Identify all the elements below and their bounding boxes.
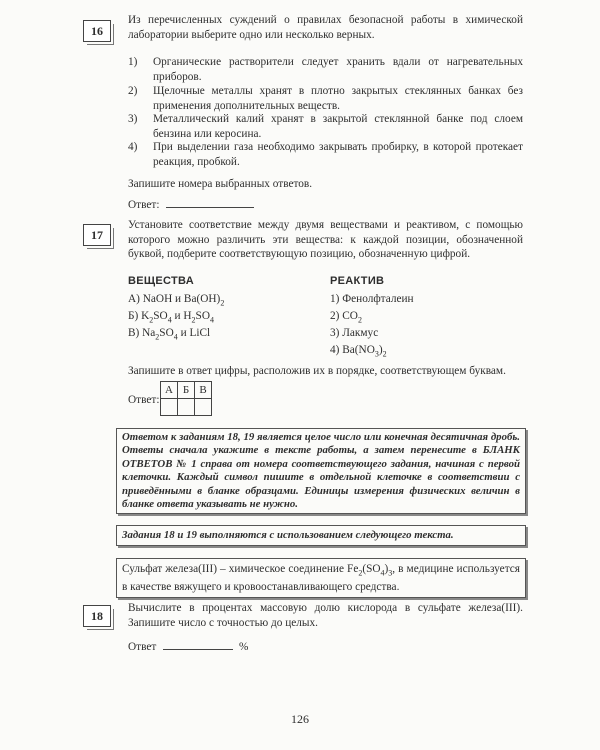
subscript: 4 xyxy=(210,315,214,325)
subscript: 2 xyxy=(191,315,196,325)
answer-line[interactable] xyxy=(166,196,254,208)
reagent-2 xyxy=(330,309,362,328)
option-text: Органические растворители следует хранить вдали от нагревательных приборов. xyxy=(153,56,523,83)
q18-prompt: Вычислите в процентах массовую долю кислорода в сульфате железа(III). Запишите число с точностью до целых. xyxy=(128,602,523,629)
option-text: Металлический калий хранят в закрытой стеклянной банке под слоем бензина или керосина. xyxy=(153,113,523,140)
reagent-text: 4) Ba(NO xyxy=(330,344,375,356)
passage-text: Сульфат железа(III) – химическое соединение Fe xyxy=(122,563,359,575)
q16-option-3 xyxy=(128,112,528,142)
answer-label: Ответ: xyxy=(128,199,160,211)
substance-text: SO xyxy=(153,310,168,322)
substance-text: В) Na xyxy=(128,327,156,339)
text-passage-box xyxy=(116,558,526,598)
subscript: 2 xyxy=(358,568,363,578)
substance-c xyxy=(128,326,210,345)
substance-text: А) NaOH и Ba(OH) xyxy=(128,293,221,305)
subscript: 4 xyxy=(380,568,385,578)
reagent-text: 2) CO xyxy=(330,310,358,322)
answer-header-a: А xyxy=(161,382,178,399)
passage-text: , в медицине используется в качестве вяжущего и кровоостанавливающего средства. xyxy=(122,563,520,594)
subscript: 3 xyxy=(388,568,393,578)
subscript: 2 xyxy=(357,315,362,325)
instruction-note-box xyxy=(116,428,526,514)
subscript: 2 xyxy=(220,298,225,308)
q17-instruction: Запишите в ответ цифры, расположив их в порядке, соответствующем буквам. xyxy=(128,365,506,377)
answer-cell-b[interactable] xyxy=(178,399,195,416)
passage-text: (SO xyxy=(362,563,381,575)
substance-text: и H xyxy=(171,310,192,322)
option-number: 3) xyxy=(128,113,138,125)
subscript: 4 xyxy=(173,332,178,342)
answer-header-c: В xyxy=(195,382,212,399)
q16-option-2 xyxy=(128,84,528,114)
reagent-heading: РЕАКТИВ xyxy=(330,275,385,287)
q18-answer-row xyxy=(128,638,248,655)
substance-a xyxy=(128,292,224,311)
substance-b xyxy=(128,309,214,328)
q16-prompt: Из перечисленных суждений о правилах безопасной работы в химической лаборатории выберите одно или несколько верных. xyxy=(128,14,523,41)
option-number: 1) xyxy=(128,56,138,68)
answer-cell-a[interactable] xyxy=(161,399,178,416)
subscript: 3 xyxy=(374,349,379,359)
subscript: 4 xyxy=(167,315,172,325)
percent-unit: % xyxy=(238,641,249,653)
option-number: 4) xyxy=(128,141,138,153)
option-text: Щелочные металлы хранят в плотно закрытых стеклянных банках без применения дополнительных веществ. xyxy=(153,85,523,112)
reagent-3 xyxy=(330,326,378,341)
reagent-text: 1) Фенолфталеин xyxy=(330,293,414,305)
q16-instruction: Запишите номера выбранных ответов. xyxy=(128,178,313,190)
subscript: 2 xyxy=(155,332,160,342)
reagent-1 xyxy=(330,292,414,307)
substances-heading: ВЕЩЕСТВА xyxy=(128,275,194,287)
reagent-text: 3) Лакмус xyxy=(330,327,379,339)
substance-text: SO xyxy=(159,327,174,339)
q16-answer-row xyxy=(128,196,254,213)
page-number: 126 xyxy=(291,712,309,726)
reagent-4 xyxy=(330,343,387,362)
q16-option-1 xyxy=(128,55,528,85)
subscript: 2 xyxy=(382,349,387,359)
question-number-17: 17 xyxy=(83,224,111,246)
q17-prompt: Установите соответствие между двумя веществами и реактивом, с помощью которого можно различить эти вещества: к каждой позиции, обозначенной буквой, подберите соответствующую позицию, обозначенную цифрой. xyxy=(128,219,523,260)
reagent-text: ) xyxy=(378,344,383,356)
substance-text: Б) K xyxy=(128,310,150,322)
substance-text: и LiCl xyxy=(177,327,211,339)
substance-text: SO xyxy=(195,310,210,322)
instruction-note-text: Ответом к заданиям 18, 19 является целое число или конечная десятичная дробь. Ответы сначала укажите в тексте работы, а затем перенесите в БЛАНК ОТВЕТОВ № 1 справа от номера соответствующего задания, начиная с первой клеточки. Каждый символ пишите в отдельной клеточке в соответствии с приведёнными в бланке образцами. Единицы измерения физических величин в бланке ответа указывать не нужно. xyxy=(122,431,520,511)
passage-text: ) xyxy=(384,563,389,575)
subscript: 2 xyxy=(149,315,154,325)
text-intro: Задания 18 и 19 выполняются с использованием следующего текста. xyxy=(122,529,454,541)
q17-answer-table xyxy=(160,381,212,416)
answer-line[interactable] xyxy=(163,638,233,650)
option-text: При выделении газа необходимо закрывать пробирку, в которой протекает реакция, пробкой. xyxy=(153,141,523,168)
q17-answer-label: Ответ: xyxy=(128,394,160,406)
answer-cell-c[interactable] xyxy=(195,399,212,416)
answer-label: Ответ xyxy=(128,641,157,653)
option-number: 2) xyxy=(128,85,138,97)
q16-option-4 xyxy=(128,140,528,170)
question-number-16: 16 xyxy=(83,20,111,42)
answer-header-b: Б xyxy=(178,382,195,399)
text-intro-box xyxy=(116,525,526,546)
question-number-18: 18 xyxy=(83,605,111,627)
